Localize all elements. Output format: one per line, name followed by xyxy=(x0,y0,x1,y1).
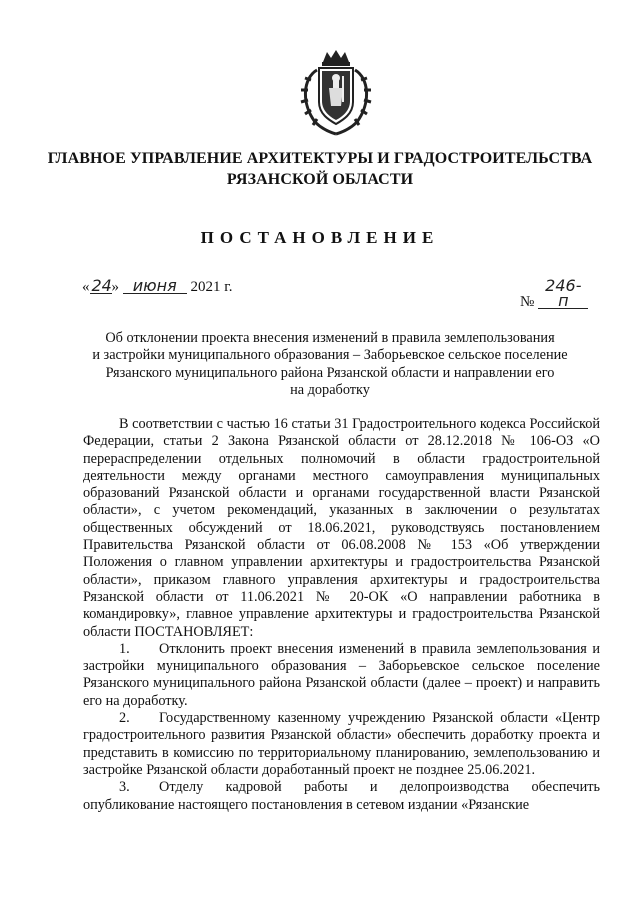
number-value: 246-п xyxy=(538,278,588,309)
authority-name-line2: РЯЗАНСКОЙ ОБЛАСТИ xyxy=(226,171,414,188)
document-body xyxy=(83,416,600,814)
date-year: 2021 г. xyxy=(190,279,233,295)
document-date xyxy=(82,278,232,296)
item-text: Отклонить проект внесения изменений в правила землепользования и застройки муниципального образования – Заборьевское сельское поселение Рязанского муниципального района Рязанской области (далее – проект) и направить его на доработку. xyxy=(83,640,600,709)
resolution-item-3 xyxy=(83,779,600,814)
item-text: Государственному казенному учреждению Рязанской области «Центр градостроительного развития Рязанской области» обеспечить доработку проекта и представить в комиссию по территориальному планированию, землепользованию и застройке Рязанской области доработанный проект не позднее 25.06.2021. xyxy=(83,710,600,778)
number-label: № xyxy=(520,294,535,310)
resolution-item-1 xyxy=(83,641,600,710)
coat-of-arms-icon xyxy=(295,48,377,136)
item-number: 3. xyxy=(119,779,130,796)
date-month: июня xyxy=(123,278,187,294)
subject-line: на доработку xyxy=(290,381,370,398)
document-type: ПОСТАНОВЛЕНИЕ xyxy=(200,228,440,247)
item-text: Отделу кадровой работы и делопроизводства обеспечить опубликование настоящего постановления в сетевом издании «Рязанские xyxy=(83,779,600,813)
issuing-authority xyxy=(40,148,600,190)
document-subject xyxy=(60,330,600,399)
document-number xyxy=(520,278,588,311)
preamble-paragraph: В соответствии с частью 16 статьи 31 Градостроительного кодекса Российской Федерации, статьи 2 Закона Рязанской области от 28.12.2018 № 106-ОЗ «О перераспределении отдельных полномочий в области градостроительной деятельности между органами местного самоуправления муниципальных образований Рязанской области и органами государственной власти Рязанской области», с учетом рекомендаций, указанных в заключении о результатах общественных обсуждений от 18.06.2021, руководствуясь постановлением Правительства Рязанской области от 06.08.2008 № 153 «Об утверждении Положения о главном управлении архитектуры и градостроительства Рязанской области», приказом главного управления архитектуры и градостроительства Рязанской области от 11.06.2021 № 20-ОК «О направлении работника в командировку», главное управление архитектуры и градостроительства Рязанской области ПОСТАНОВЛЯЕТ: xyxy=(83,416,600,640)
authority-name-line1: ГЛАВНОЕ УПРАВЛЕНИЕ АРХИТЕКТУРЫ И ГРАДОСТРОИТЕЛЬСТВА xyxy=(47,150,593,167)
subject-line: и застройки муниципального образования – Заборьевское сельское поселение xyxy=(92,347,568,364)
item-number: 2. xyxy=(119,710,130,727)
subject-line: Об отклонении проекта внесения изменений в правила землепользования xyxy=(105,330,555,346)
resolution-item-2 xyxy=(83,710,600,779)
date-open-quote: « xyxy=(82,279,90,295)
date-day: 24 xyxy=(91,276,112,295)
item-number: 1. xyxy=(119,640,130,657)
date-close-quote: » xyxy=(111,279,119,295)
coat-of-arms-emblem xyxy=(295,48,377,136)
subject-line: Рязанского муниципального района Рязанской области и направлении его xyxy=(105,364,555,381)
